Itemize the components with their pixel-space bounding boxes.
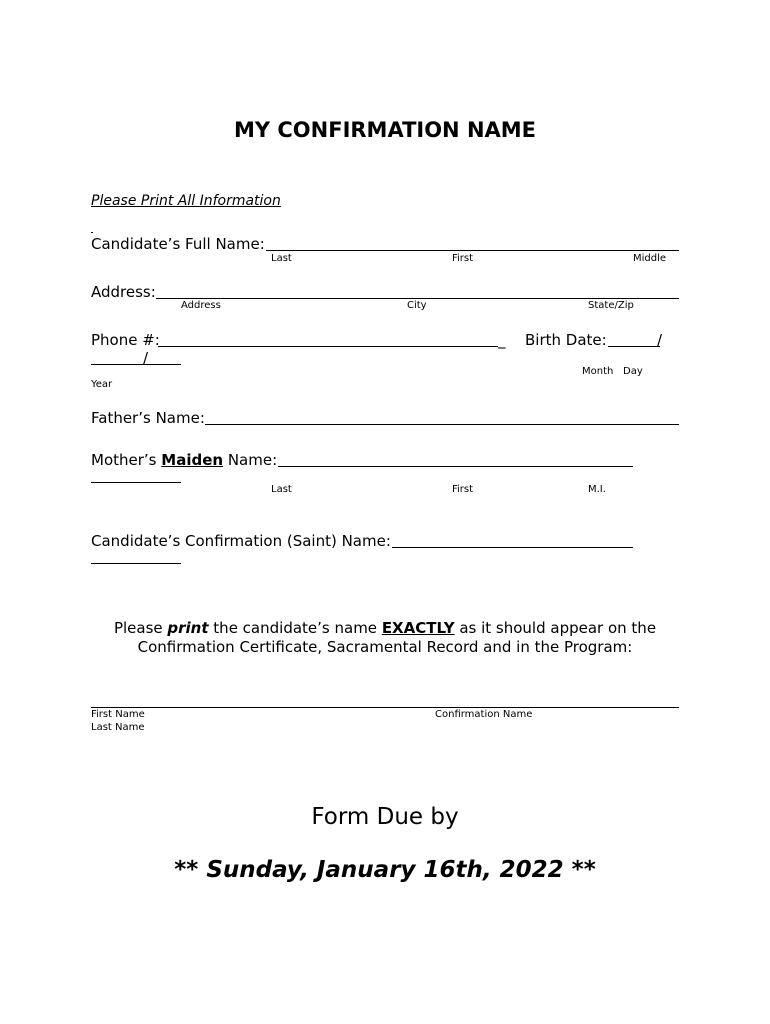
full-name-label: Candidate’s Full Name: [91,235,265,253]
printed-name-field[interactable] [91,707,679,708]
birth-day-year-field[interactable] [91,364,181,365]
mother-label-maiden: Maiden [161,451,224,469]
mother-mi-caption: M.I. [588,484,606,495]
form-title: MY CONFIRMATION NAME [233,118,537,142]
notice-text: the candidate’s name [208,619,382,637]
birth-date-slash-2: / [143,349,149,367]
birth-month-caption: Month [582,366,614,377]
mother-maiden-name-label [91,451,277,469]
notice-text: Please [113,619,168,637]
full-name-last-caption: Last [271,253,292,264]
full-name-middle-caption: Middle [633,253,667,264]
phone-trailing-underscore: _ [498,331,506,349]
address-field[interactable] [156,298,679,299]
mother-name-field-continued[interactable] [91,482,181,483]
notice-text: as it should appear on the [454,619,657,637]
birth-day-caption: Day [623,366,643,377]
full-name-field[interactable] [266,250,679,251]
birth-date-label: Birth Date: [525,331,607,349]
mother-last-caption: Last [271,484,292,495]
stray-mark [91,232,93,233]
phone-label: Phone #: [91,331,160,349]
mother-first-caption: First [452,484,474,495]
birth-year-caption: Year [91,379,113,390]
mother-label-suffix: Name: [223,451,278,469]
printed-last-name-caption: Last Name [91,722,145,733]
father-name-field[interactable] [205,424,679,425]
print-instruction: Please Print All Information [91,193,281,209]
saint-name-field[interactable] [392,547,633,548]
address-city-caption: City [407,300,427,311]
birth-month-field[interactable] [608,346,660,347]
birth-date-slash-1: / [657,331,663,349]
saint-name-field-continued[interactable] [91,563,181,564]
father-name-label: Father’s Name: [91,409,205,427]
form-due-date: ** Sunday, January 16th, 2022 ** [174,857,596,883]
printed-first-name-caption: First Name [91,709,145,720]
saint-name-label: Candidate’s Confirmation (Saint) Name: [91,532,391,550]
notice-line-1 [0,619,770,638]
mother-name-field[interactable] [278,466,633,467]
notice-print-emphasis: print [167,619,209,637]
printed-confirmation-name-caption: Confirmation Name [435,709,533,720]
notice-exactly-emphasis: EXACTLY [381,619,455,637]
notice-line-2: Confirmation Certificate, Sacramental Record and in the Program: [137,638,633,656]
form-due-label: Form Due by [311,804,459,830]
full-name-first-caption: First [452,253,474,264]
address-label: Address: [91,283,156,301]
exact-name-notice [0,619,770,657]
address-street-caption: Address [181,300,221,311]
mother-label-prefix: Mother’s [91,451,162,469]
address-statezip-caption: State/Zip [588,300,634,311]
phone-field[interactable] [158,346,498,347]
